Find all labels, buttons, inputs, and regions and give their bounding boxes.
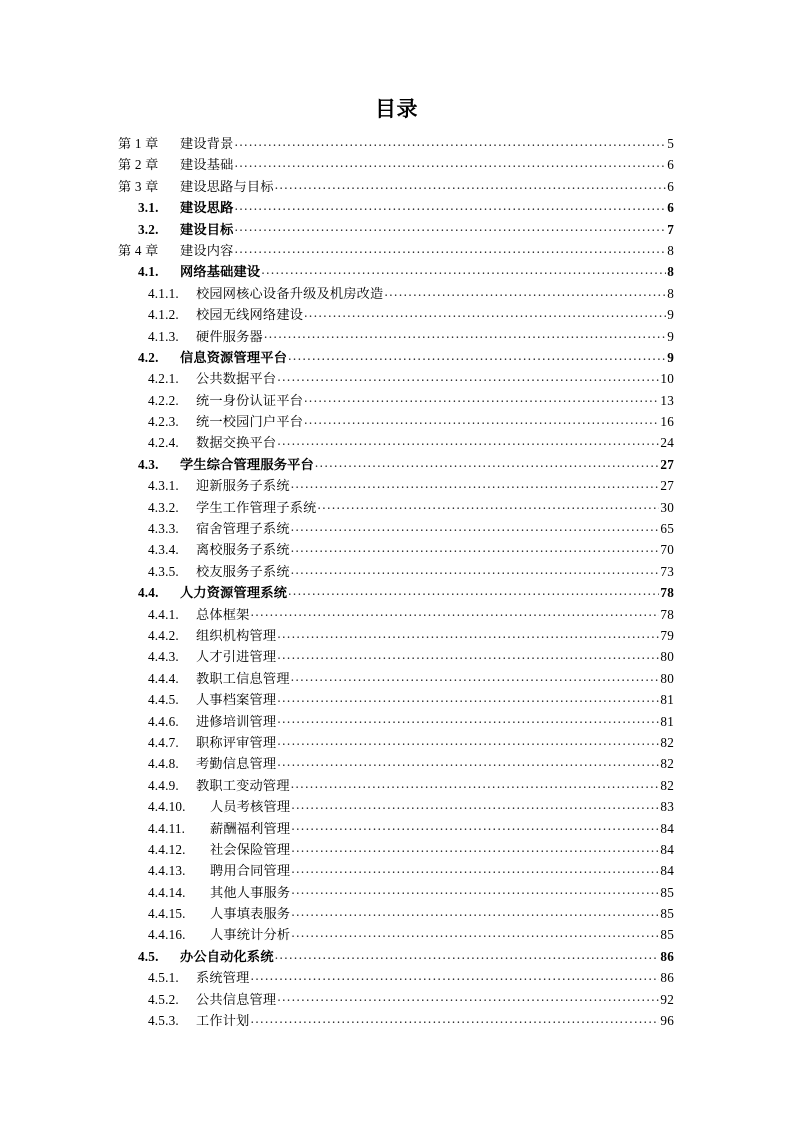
toc-entry-number: 4.1.3. bbox=[148, 328, 179, 344]
toc-entry-number: 4.4.13. bbox=[148, 863, 186, 879]
toc-entry-title: 聘用合同管理 bbox=[210, 863, 291, 879]
toc-entry-page-number: 79 bbox=[660, 627, 674, 643]
toc-entry[interactable] bbox=[118, 625, 674, 646]
toc-entry-page-number: 9 bbox=[667, 307, 674, 323]
toc-entry[interactable] bbox=[118, 261, 674, 282]
dot-leader bbox=[277, 627, 659, 640]
toc-entry-page-number: 82 bbox=[660, 777, 674, 793]
toc-entry-page-number: 7 bbox=[667, 221, 674, 237]
toc-entry-title: 离校服务子系统 bbox=[196, 542, 290, 558]
toc-entry-title: 职称评审管理 bbox=[196, 734, 277, 750]
toc-entry[interactable] bbox=[118, 219, 674, 240]
toc-entry-number: 4.1.2. bbox=[148, 307, 179, 323]
toc-entry[interactable] bbox=[118, 646, 674, 667]
dot-leader bbox=[291, 905, 659, 918]
toc-entry-page-number: 27 bbox=[660, 456, 674, 472]
dot-leader bbox=[291, 477, 660, 490]
dot-leader bbox=[275, 178, 666, 191]
dot-leader bbox=[261, 263, 666, 276]
dot-leader bbox=[251, 1012, 660, 1025]
toc-entry-page-number: 9 bbox=[667, 349, 674, 365]
toc-entry-title: 学生综合管理服务平台 bbox=[180, 456, 314, 472]
toc-entry-page-number: 6 bbox=[667, 200, 674, 216]
toc-entry[interactable] bbox=[118, 304, 674, 325]
toc-entry-title: 考勤信息管理 bbox=[196, 756, 277, 772]
toc-entry[interactable] bbox=[118, 240, 674, 261]
toc-entry[interactable] bbox=[118, 924, 674, 945]
toc-entry-page-number: 96 bbox=[660, 1013, 674, 1029]
toc-entry-number: 4.4.8. bbox=[148, 756, 179, 772]
toc-entry-title: 校友服务子系统 bbox=[196, 563, 290, 579]
toc-entry[interactable] bbox=[118, 732, 674, 753]
toc-entry[interactable] bbox=[118, 967, 674, 988]
toc-entry[interactable] bbox=[118, 561, 674, 582]
toc-entry-page-number: 8 bbox=[667, 285, 674, 301]
toc-entry-title: 校园无线网络建设 bbox=[196, 307, 304, 323]
toc-entry-title: 建设思路 bbox=[180, 200, 234, 216]
dot-leader bbox=[291, 670, 660, 683]
toc-entry-page-number: 80 bbox=[660, 649, 674, 665]
toc-entry-number: 4.4.11. bbox=[148, 820, 186, 836]
toc-entry-title: 社会保险管理 bbox=[210, 841, 291, 857]
toc-entry-page-number: 80 bbox=[660, 670, 674, 686]
toc-entry-number: 4.4.2. bbox=[148, 627, 179, 643]
toc-entry[interactable] bbox=[118, 689, 674, 710]
dot-leader bbox=[304, 413, 659, 426]
toc-entry-page-number: 81 bbox=[660, 713, 674, 729]
dot-leader bbox=[277, 755, 659, 768]
toc-entry-title: 工作计划 bbox=[196, 1013, 250, 1029]
toc-entry[interactable] bbox=[118, 860, 674, 881]
toc-entry-title: 建设目标 bbox=[180, 221, 234, 237]
toc-entry-number: 4.2.2. bbox=[148, 392, 179, 408]
toc-entry-page-number: 85 bbox=[660, 927, 674, 943]
toc-entry-number: 4.4.14. bbox=[148, 884, 186, 900]
dot-leader bbox=[251, 605, 660, 618]
toc-entry-number: 4.2.3. bbox=[148, 414, 179, 430]
toc-entry[interactable] bbox=[118, 1010, 674, 1031]
toc-entry[interactable] bbox=[118, 989, 674, 1010]
toc-entry-title: 建设思路与目标 bbox=[180, 178, 274, 194]
toc-entry-title: 总体框架 bbox=[196, 606, 250, 622]
toc-entry-title: 硬件服务器 bbox=[196, 328, 263, 344]
toc-entry-page-number: 6 bbox=[667, 178, 674, 194]
dot-leader bbox=[304, 306, 666, 319]
toc-entry-title: 迎新服务子系统 bbox=[196, 478, 290, 494]
toc-entry-page-number: 82 bbox=[660, 734, 674, 750]
toc-entry-number: 4.3.1. bbox=[148, 478, 179, 494]
toc-entry-number: 4.5.3. bbox=[148, 1013, 179, 1029]
toc-entry-number: 4.4.1. bbox=[148, 606, 179, 622]
toc-entry-number: 4.4.5. bbox=[148, 692, 179, 708]
toc-entry-title: 宿舍管理子系统 bbox=[196, 521, 290, 537]
dot-leader bbox=[291, 841, 659, 854]
toc-entry[interactable] bbox=[118, 604, 674, 625]
toc-entry[interactable] bbox=[118, 497, 674, 518]
dot-leader bbox=[277, 648, 659, 661]
toc-entry-title: 校园网核心设备升级及机房改造 bbox=[196, 285, 384, 301]
dot-leader bbox=[277, 734, 659, 747]
toc-entry-number: 4.3.4. bbox=[148, 542, 179, 558]
toc-entry-number: 第 3 章 bbox=[118, 178, 159, 194]
dot-leader bbox=[235, 242, 667, 255]
toc-entry[interactable] bbox=[118, 582, 674, 603]
toc-entry-title: 人事统计分析 bbox=[210, 927, 291, 943]
toc-entry[interactable] bbox=[118, 668, 674, 689]
toc-entry-number: 4.5. bbox=[138, 948, 159, 964]
toc-entry-title: 建设背景 bbox=[180, 136, 234, 151]
toc-entry-number: 4.5.1. bbox=[148, 970, 179, 986]
toc-entry-number: 3.2. bbox=[138, 221, 159, 237]
toc-entry-number: 第 2 章 bbox=[118, 157, 159, 173]
dot-leader bbox=[291, 798, 659, 811]
dot-leader bbox=[277, 691, 659, 704]
dot-leader bbox=[318, 498, 660, 511]
toc-entry[interactable] bbox=[118, 775, 674, 796]
toc-entry[interactable] bbox=[118, 390, 674, 411]
toc-entry-title: 建设内容 bbox=[180, 242, 234, 258]
toc-entry-number: 4.4. bbox=[138, 585, 159, 601]
toc-entry[interactable] bbox=[118, 753, 674, 774]
toc-entry[interactable] bbox=[118, 176, 674, 197]
dot-leader bbox=[277, 370, 659, 383]
toc-entry-number: 第 1 章 bbox=[118, 136, 159, 151]
toc-entry[interactable] bbox=[118, 946, 674, 967]
toc-entry-title: 系统管理 bbox=[196, 970, 250, 986]
toc-entry-number: 4.4.7. bbox=[148, 734, 179, 750]
table-of-contents bbox=[118, 133, 674, 1031]
toc-entry-page-number: 78 bbox=[660, 606, 674, 622]
toc-entry-page-number: 73 bbox=[660, 563, 674, 579]
toc-entry-number: 4.1.1. bbox=[148, 285, 179, 301]
toc-entry-page-number: 78 bbox=[660, 585, 674, 601]
toc-entry-number: 4.3.5. bbox=[148, 563, 179, 579]
dot-leader bbox=[384, 285, 666, 298]
toc-entry-number: 4.2.4. bbox=[148, 435, 179, 451]
dot-leader bbox=[291, 883, 659, 896]
dot-leader bbox=[251, 969, 660, 982]
toc-entry[interactable] bbox=[118, 326, 674, 347]
toc-entry-page-number: 10 bbox=[660, 371, 674, 387]
toc-entry[interactable] bbox=[118, 133, 674, 154]
toc-entry-page-number: 6 bbox=[667, 157, 674, 173]
toc-entry[interactable] bbox=[118, 432, 674, 453]
dot-leader bbox=[235, 199, 667, 212]
toc-entry-title: 统一身份认证平台 bbox=[196, 392, 304, 408]
toc-entry-title: 办公自动化系统 bbox=[180, 948, 274, 964]
toc-entry[interactable] bbox=[118, 518, 674, 539]
toc-entry-page-number: 86 bbox=[660, 970, 674, 986]
dot-leader bbox=[277, 990, 659, 1003]
dot-leader bbox=[315, 456, 660, 469]
toc-entry-page-number: 24 bbox=[660, 435, 674, 451]
toc-entry-page-number: 27 bbox=[660, 478, 674, 494]
dot-leader bbox=[288, 584, 659, 597]
toc-entry-title: 教职工信息管理 bbox=[196, 670, 290, 686]
dot-leader bbox=[235, 156, 667, 169]
toc-entry-page-number: 81 bbox=[660, 692, 674, 708]
toc-entry[interactable] bbox=[118, 283, 674, 304]
toc-entry-title: 建设基础 bbox=[180, 157, 234, 173]
toc-entry-page-number: 82 bbox=[660, 756, 674, 772]
dot-leader bbox=[288, 349, 666, 362]
dot-leader bbox=[291, 926, 659, 939]
toc-entry[interactable] bbox=[118, 347, 674, 368]
toc-entry-page-number: 16 bbox=[660, 414, 674, 430]
toc-entry-page-number: 13 bbox=[660, 392, 674, 408]
dot-leader bbox=[275, 948, 660, 961]
toc-entry-number: 4.4.4. bbox=[148, 670, 179, 686]
toc-entry-number: 第 4 章 bbox=[118, 242, 159, 258]
toc-entry-number: 4.4.12. bbox=[148, 841, 186, 857]
toc-entry-title: 公共数据平台 bbox=[196, 371, 277, 387]
toc-entry-number: 4.2. bbox=[138, 349, 159, 365]
toc-entry-title: 学生工作管理子系统 bbox=[196, 499, 317, 515]
dot-leader bbox=[277, 712, 659, 725]
toc-entry-page-number: 5 bbox=[667, 136, 674, 151]
toc-entry[interactable] bbox=[118, 796, 674, 817]
toc-entry-number: 4.4.6. bbox=[148, 713, 179, 729]
dot-leader bbox=[235, 135, 667, 148]
toc-entry-number: 4.4.10. bbox=[148, 799, 186, 815]
dot-leader bbox=[235, 220, 667, 233]
toc-entry-title: 教职工变动管理 bbox=[196, 777, 290, 793]
toc-entry-number: 4.2.1. bbox=[148, 371, 179, 387]
toc-entry-title: 组织机构管理 bbox=[196, 627, 277, 643]
toc-entry-title: 人事档案管理 bbox=[196, 692, 277, 708]
toc-entry-title: 统一校园门户平台 bbox=[196, 414, 304, 430]
dot-leader bbox=[291, 819, 659, 832]
toc-entry-page-number: 84 bbox=[660, 863, 674, 879]
toc-entry-page-number: 85 bbox=[660, 884, 674, 900]
page-title: 目录 bbox=[375, 97, 418, 121]
toc-entry-title: 数据交换平台 bbox=[196, 435, 277, 451]
dot-leader bbox=[291, 520, 660, 533]
toc-entry[interactable] bbox=[118, 197, 674, 218]
toc-entry-title: 人事填表服务 bbox=[210, 906, 291, 922]
toc-entry[interactable] bbox=[118, 539, 674, 560]
toc-entry-page-number: 65 bbox=[660, 521, 674, 537]
toc-entry-title: 人力资源管理系统 bbox=[180, 585, 288, 601]
toc-entry-page-number: 8 bbox=[667, 242, 674, 258]
toc-entry-page-number: 9 bbox=[667, 328, 674, 344]
toc-entry-page-number: 84 bbox=[660, 820, 674, 836]
toc-entry[interactable] bbox=[118, 818, 674, 839]
toc-entry[interactable] bbox=[118, 839, 674, 860]
dot-leader bbox=[291, 862, 659, 875]
toc-entry-title: 人员考核管理 bbox=[210, 799, 291, 815]
dot-leader bbox=[304, 392, 659, 405]
toc-entry-page-number: 70 bbox=[660, 542, 674, 558]
toc-entry-page-number: 84 bbox=[660, 841, 674, 857]
toc-entry-title: 网络基础建设 bbox=[180, 264, 261, 280]
toc-entry[interactable] bbox=[118, 454, 674, 475]
toc-entry-page-number: 83 bbox=[660, 799, 674, 815]
toc-entry-number: 4.4.3. bbox=[148, 649, 179, 665]
toc-entry-number: 4.4.9. bbox=[148, 777, 179, 793]
toc-entry-page-number: 86 bbox=[660, 948, 674, 964]
dot-leader bbox=[291, 563, 660, 576]
toc-entry[interactable] bbox=[118, 411, 674, 432]
toc-entry-number: 4.3. bbox=[138, 456, 159, 472]
toc-entry-number: 4.4.15. bbox=[148, 906, 186, 922]
dot-leader bbox=[264, 327, 666, 340]
toc-entry-page-number: 8 bbox=[667, 264, 674, 280]
toc-entry[interactable] bbox=[118, 882, 674, 903]
toc-entry-number: 4.5.2. bbox=[148, 991, 179, 1007]
toc-entry[interactable] bbox=[118, 368, 674, 389]
toc-entry-number: 3.1. bbox=[138, 200, 159, 216]
dot-leader bbox=[277, 434, 659, 447]
toc-entry-title: 薪酬福利管理 bbox=[210, 820, 291, 836]
toc-entry-title: 进修培训管理 bbox=[196, 713, 277, 729]
toc-entry[interactable] bbox=[118, 475, 674, 496]
toc-entry-title: 信息资源管理平台 bbox=[180, 349, 288, 365]
toc-entry-title: 人才引进管理 bbox=[196, 649, 277, 665]
toc-entry-number: 4.1. bbox=[138, 264, 159, 280]
toc-entry-number: 4.3.2. bbox=[148, 499, 179, 515]
toc-entry-page-number: 30 bbox=[660, 499, 674, 515]
toc-entry[interactable] bbox=[118, 711, 674, 732]
toc-entry-title: 公共信息管理 bbox=[196, 991, 277, 1007]
dot-leader bbox=[291, 777, 660, 790]
toc-entry-page-number: 85 bbox=[660, 906, 674, 922]
toc-entry-number: 4.3.3. bbox=[148, 521, 179, 537]
toc-entry[interactable] bbox=[118, 154, 674, 175]
toc-entry[interactable] bbox=[118, 903, 674, 924]
toc-entry-page-number: 92 bbox=[660, 991, 674, 1007]
dot-leader bbox=[291, 541, 660, 554]
toc-entry-number: 4.4.16. bbox=[148, 927, 186, 943]
toc-entry-title: 其他人事服务 bbox=[210, 884, 291, 900]
